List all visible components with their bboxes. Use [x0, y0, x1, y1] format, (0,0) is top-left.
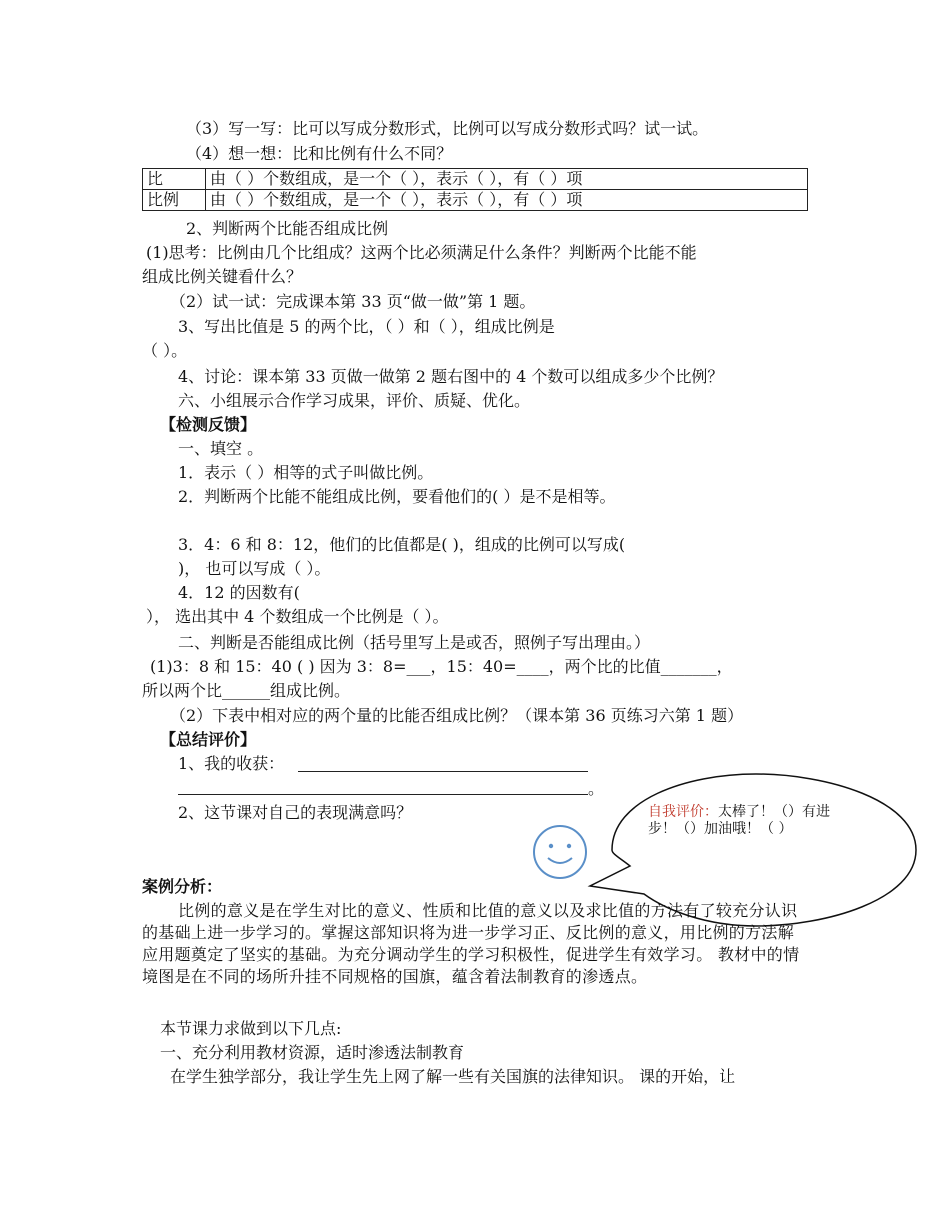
self-evaluation-label: 自我评价： — [648, 804, 718, 820]
line-fill-3: 3．4：6 和 8：12，他们的比值都是( )，组成的比例可以写成( — [178, 535, 626, 554]
line-ratio-value-five-cont: （ ）。 — [142, 341, 188, 360]
line-try-exercise: （2）试一试：完成课本第 33 页“做一做”第 1 题。 — [170, 292, 536, 311]
section-summary-title: 【总结评价】 — [160, 730, 257, 749]
analysis-paragraph-4: 在学生独学部分，我让学生先上网了解一些有关国旗的法律知识。 课的开始，让 — [170, 1067, 736, 1086]
line-satisfaction: 2、这节课对自己的表现满意吗？ — [178, 803, 413, 822]
self-evaluation-options: 太棒了！（）有进步！（）加油哦！（ ） — [648, 804, 830, 837]
section-feedback-title: 【检测反馈】 — [160, 415, 257, 434]
line-fill-2: 2．判断两个比能不能组成比例，要看他们的( ）是不是相等。 — [178, 487, 616, 506]
line-judge-1: (1)3：8 和 15：40 ( ) 因为 3：8=___，15：40=____，两个比的比值_______， — [150, 657, 733, 676]
harvest-underline-2 — [178, 794, 588, 795]
line-discussion: 4、讨论：课本第 33 页做一做第 2 题右图中的 4 个数可以组成多少个比例？ — [178, 367, 724, 386]
line-group-show: 六、小组展示合作学习成果，评价、质疑、优化。 — [178, 391, 531, 410]
line-judge-ratio-title: 2、判断两个比能否组成比例 — [186, 219, 389, 238]
analysis-paragraph-2: 本节课力求做到以下几点: — [160, 1019, 342, 1038]
line-fill-4-cont: ）， 选出其中 4 个数组成一个比例是（ ）。 — [146, 607, 449, 626]
table-head-cell: 比例 — [143, 190, 206, 211]
table-row — [143, 190, 808, 211]
line-harvest-end: 。 — [588, 779, 605, 798]
line-write-fraction: （3）写一写：比可以写成分数形式，比例可以写成分数形式吗？试一试。 — [186, 119, 709, 138]
line-fill-1: 1．表示（ ）相等的式子叫做比例。 — [178, 463, 434, 482]
line-think-question-cont: 组成比例关键看什么？ — [142, 267, 303, 286]
line-judge-1-cont: 所以两个比______组成比例。 — [142, 681, 351, 700]
line-judge-title: 二、判断是否能组成比例（括号里写上是或否，照例子写出理由。） — [178, 633, 651, 652]
table-body-cell: 由（ ）个数组成，是一个（ ），表示（ ），有（ ）项 — [206, 169, 808, 190]
table-head-cell: 比 — [143, 169, 206, 190]
line-harvest: 1、我的收获： — [178, 754, 285, 773]
analysis-paragraph-3: 一、充分利用教材资源，适时渗透法制教育 — [160, 1043, 465, 1062]
line-ratio-value-five: 3、写出比值是 5 的两个比，（ ）和（ ），组成比例是 — [178, 317, 555, 336]
harvest-underline-1 — [298, 771, 588, 772]
smiley-face-icon — [530, 822, 590, 882]
line-think-question: (1)思考：比例由几个比组成？这两个比必须满足什么条件？判断两个比能不能 — [146, 243, 697, 262]
self-evaluation-text — [648, 804, 833, 838]
table-row — [143, 169, 808, 190]
section-case-analysis-title: 案例分析： — [142, 877, 223, 896]
line-fill-3-cont: )， 也可以写成（ ）。 — [178, 559, 331, 578]
table-body-cell: 由（ ）个数组成，是一个（ ），表示（ ），有（ ）项 — [206, 190, 808, 211]
comparison-table — [142, 168, 808, 211]
line-judge-2: （2）下表中相对应的两个量的比能否组成比例？（课本第 36 页练习六第 1 题） — [170, 706, 744, 725]
analysis-paragraph-1: 比例的意义是在学生对比的意义、性质和比值的意义以及求比值的方法有了较充分认识的基础上进一步学习的。掌握这部知识将为进一步学习正、反比例的意义，用比例的方法解应用题奠定了坚实的基础。为充分调动学生的学习积极性，促进学生有效学习。 教材中的情境图是在不同的场所升挂不同规格的国旗，蕴含着法制教育的渗透点。 — [142, 901, 800, 986]
line-fill-4: 4．12 的因数有( — [178, 583, 300, 602]
line-fill-blank-title: 一、填空 。 — [178, 439, 264, 458]
line-think-difference: （4）想一想：比和比例有什么不同？ — [186, 144, 453, 163]
